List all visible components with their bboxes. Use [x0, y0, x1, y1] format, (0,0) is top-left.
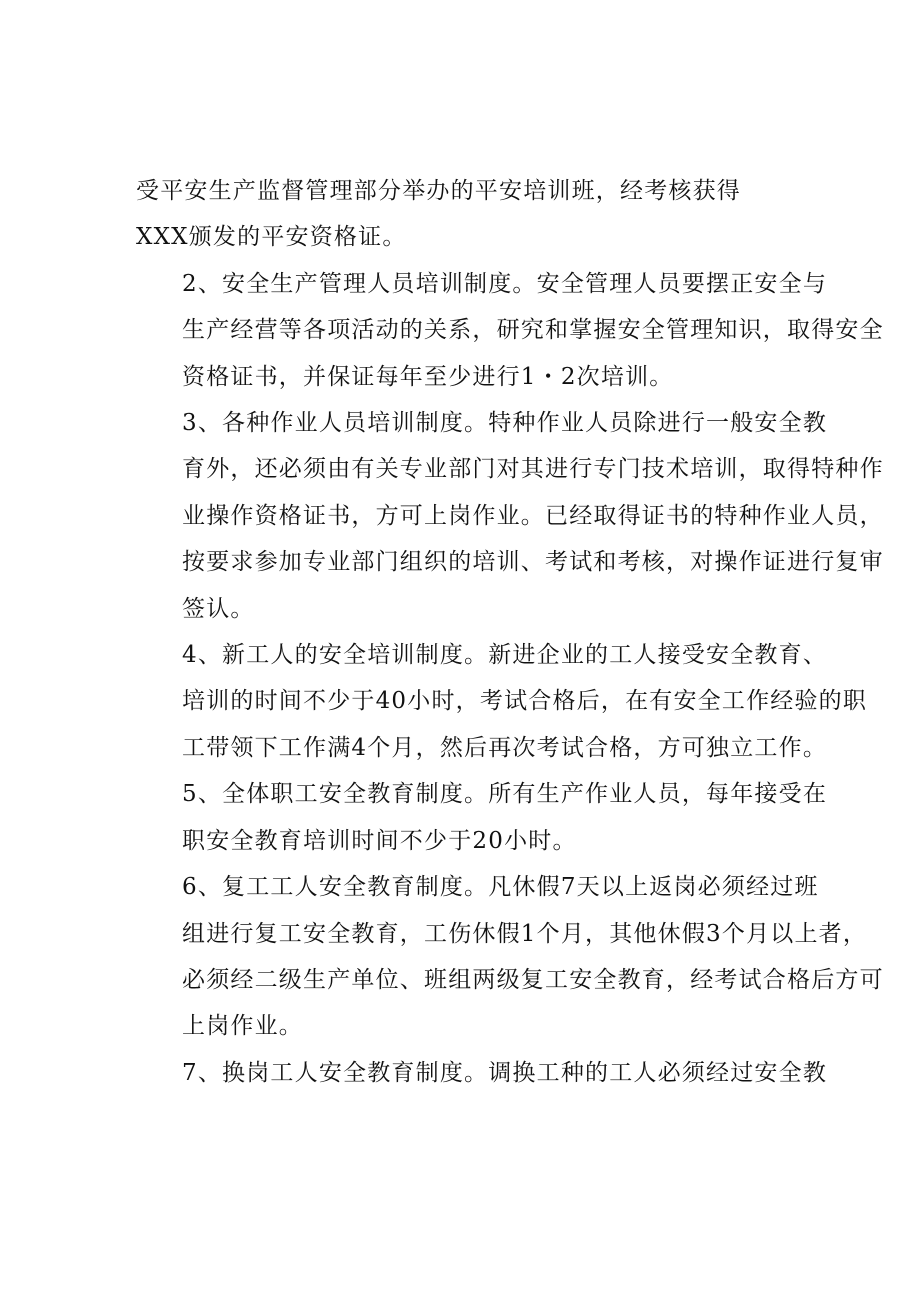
text-line: 组进行复工安全教育，工伤休假1个月，其他休假3个月以上者，	[182, 920, 868, 947]
text-line: 育外，还必须由有关专业部门对其进行专门技术培训，取得特种作	[182, 456, 884, 483]
paragraph-2	[136, 261, 884, 400]
paragraph-3	[136, 400, 884, 632]
text-line: 4、新工人的安全培训制度。新进企业的工人接受安全教育、	[182, 642, 828, 669]
text-line: 生产经营等各项活动的关系，研究和掌握安全管理知识，取得安全	[182, 317, 884, 344]
text-line: 受平安生产监督管理部分举办的平安培训班，经考核获得	[136, 178, 741, 204]
paragraph-7	[136, 1050, 828, 1096]
text-line: 2、安全生产管理人员培训制度。安全管理人员要摆正安全与	[182, 270, 828, 297]
text-line: 上岗作业。	[182, 1013, 303, 1040]
text-line: 业操作资格证书，方可上岗作业。已经取得证书的特种作业人员，	[182, 502, 884, 529]
text-line: 职安全教育培训时间不少于20小时。	[182, 827, 577, 854]
text-line: 必须经二级生产单位、班组两级复工安全教育，经考试合格后方可	[182, 966, 884, 993]
text-line: 5、全体职工安全教育制度。所有生产作业人员，每年接受在	[182, 781, 828, 808]
text-line: 7、换岗工人安全教育制度。调换工种的工人必须经过安全教	[182, 1059, 828, 1086]
text-line: XXX颁发的平安资格证。	[136, 224, 407, 251]
text-line: 6、复工工人安全教育制度。凡休假7天以上返岗必须经过班	[182, 874, 819, 901]
paragraph-1	[136, 168, 800, 261]
text-line: 资格证书，并保证每年至少进行1・2次培训。	[182, 363, 674, 390]
paragraph-4	[136, 632, 868, 771]
text-line: 3、各种作业人员培训制度。特种作业人员除进行一般安全教	[182, 410, 828, 437]
paragraph-5	[136, 771, 828, 864]
paragraph-6	[136, 864, 884, 1050]
text-line: 按要求参加专业部门组织的培训、考试和考核，对操作证进行复审	[182, 549, 884, 576]
text-line: 工带领下工作满4个月，然后再次考试合格，方可独立工作。	[182, 734, 828, 761]
text-line: 培训的时间不少于40小时，考试合格后，在有安全工作经验的职	[182, 688, 868, 715]
document-body	[136, 168, 884, 1096]
text-line: 签认。	[182, 595, 255, 622]
